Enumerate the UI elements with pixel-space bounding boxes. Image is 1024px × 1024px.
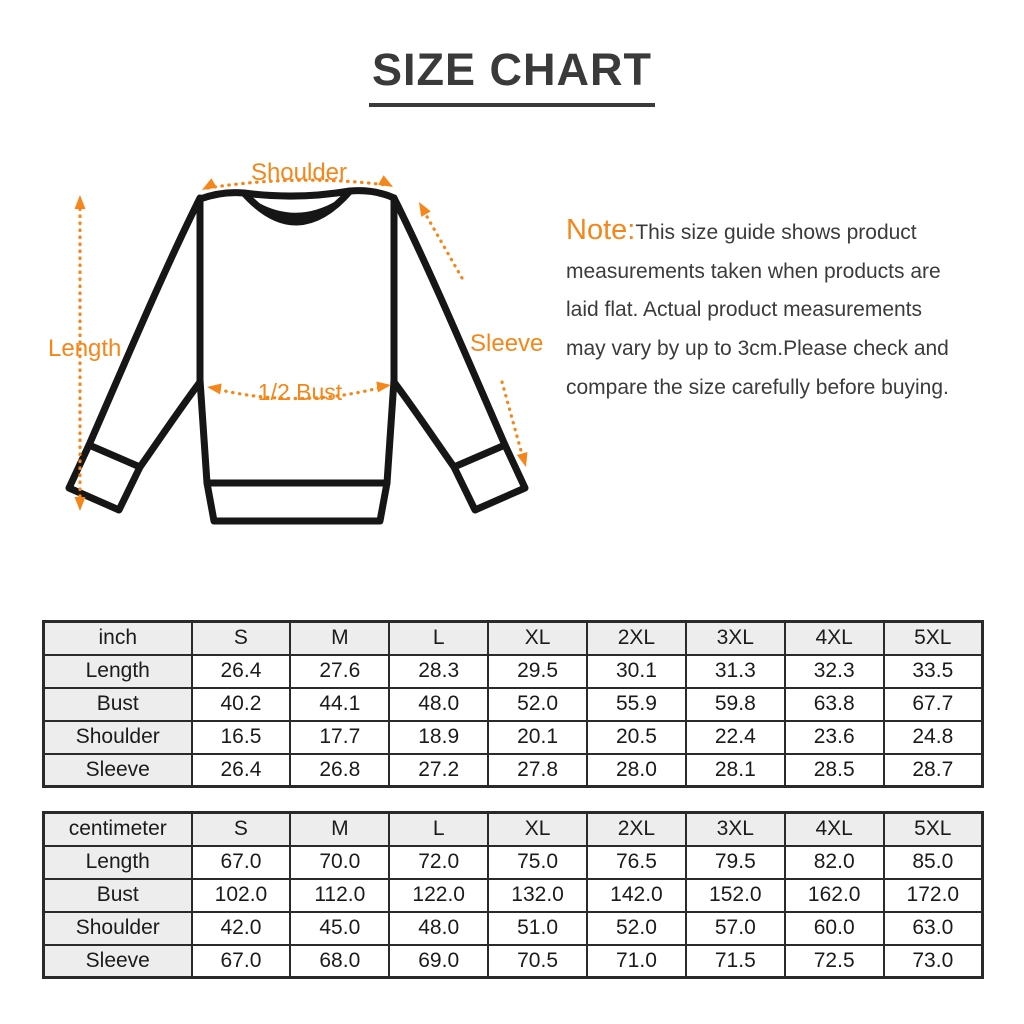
measurement-label-cell: Sleeve <box>44 754 192 787</box>
size-header-cell: S <box>192 622 291 655</box>
measurement-value-cell: 63.0 <box>884 912 983 945</box>
size-table-header-row <box>44 622 983 655</box>
measurement-value-cell: 48.0 <box>389 912 488 945</box>
measurement-value-cell: 71.5 <box>686 945 785 978</box>
measurement-value-cell: 27.6 <box>290 655 389 688</box>
measurement-value-cell: 72.5 <box>785 945 884 978</box>
measurement-value-cell: 33.5 <box>884 655 983 688</box>
measurement-value-cell: 28.1 <box>686 754 785 787</box>
measurement-label-cell: Length <box>44 655 192 688</box>
size-header-cell: L <box>389 813 488 846</box>
measurement-value-cell: 40.2 <box>192 688 291 721</box>
measurement-value-cell: 55.9 <box>587 688 686 721</box>
measurement-row <box>44 754 983 787</box>
note-label: Note: <box>566 214 636 246</box>
measurement-label-cell: Bust <box>44 879 192 912</box>
size-header-cell: 2XL <box>587 813 686 846</box>
measurement-value-cell: 26.4 <box>192 754 291 787</box>
measurement-row <box>44 912 983 945</box>
measurement-value-cell: 57.0 <box>686 912 785 945</box>
measurement-value-cell: 68.0 <box>290 945 389 978</box>
measurement-value-cell: 59.8 <box>686 688 785 721</box>
measurement-value-cell: 44.1 <box>290 688 389 721</box>
measurement-value-cell: 16.5 <box>192 721 291 754</box>
note-line: compare the size carefully before buying. <box>566 375 949 399</box>
measurement-row <box>44 879 983 912</box>
measurement-row <box>44 688 983 721</box>
half-bust-label: 1/2 Bust <box>257 379 343 405</box>
measurement-value-cell: 26.4 <box>192 655 291 688</box>
measurement-value-cell: 42.0 <box>192 912 291 945</box>
measurement-value-cell: 82.0 <box>785 846 884 879</box>
note-line <box>566 211 996 253</box>
measurement-value-cell: 28.0 <box>587 754 686 787</box>
measurement-value-cell: 132.0 <box>488 879 587 912</box>
measurement-value-cell: 22.4 <box>686 721 785 754</box>
measurement-value-cell: 51.0 <box>488 912 587 945</box>
measurement-value-cell: 122.0 <box>389 879 488 912</box>
measurement-label-cell: Bust <box>44 688 192 721</box>
unit-header-cell: centimeter <box>44 813 192 846</box>
size-header-cell: 5XL <box>884 813 983 846</box>
measurement-value-cell: 152.0 <box>686 879 785 912</box>
measurement-value-cell: 172.0 <box>884 879 983 912</box>
measurement-value-cell: 18.9 <box>389 721 488 754</box>
measurement-value-cell: 69.0 <box>389 945 488 978</box>
sweater-body <box>200 191 394 483</box>
size-header-cell: 4XL <box>785 622 884 655</box>
measurement-value-cell: 75.0 <box>488 846 587 879</box>
measurement-value-cell: 72.0 <box>389 846 488 879</box>
length-label: Length <box>48 335 122 362</box>
note-block <box>566 211 996 408</box>
size-header-cell: XL <box>488 622 587 655</box>
measurement-value-cell: 52.0 <box>587 912 686 945</box>
measurement-value-cell: 67.0 <box>192 846 291 879</box>
size-header-cell: XL <box>488 813 587 846</box>
measurement-value-cell: 45.0 <box>290 912 389 945</box>
sweater-hem-band <box>207 483 387 521</box>
size-header-cell: 5XL <box>884 622 983 655</box>
size-header-cell: M <box>290 622 389 655</box>
measurement-value-cell: 79.5 <box>686 846 785 879</box>
note-line: measurements taken when products are <box>566 259 941 283</box>
measurement-label-cell: Sleeve <box>44 945 192 978</box>
measurement-row <box>44 721 983 754</box>
measurement-value-cell: 27.2 <box>389 754 488 787</box>
measurement-value-cell: 26.8 <box>290 754 389 787</box>
note-line: laid flat. Actual product measurements <box>566 298 923 322</box>
measurement-value-cell: 29.5 <box>488 655 587 688</box>
measurement-value-cell: 67.7 <box>884 688 983 721</box>
measurement-row <box>44 945 983 978</box>
measurement-row <box>44 846 983 879</box>
measurement-value-cell: 67.0 <box>192 945 291 978</box>
measurement-value-cell: 24.8 <box>884 721 983 754</box>
measurement-value-cell: 52.0 <box>488 688 587 721</box>
measurement-value-cell: 112.0 <box>290 879 389 912</box>
measurement-value-cell: 48.0 <box>389 688 488 721</box>
note-text: This size guide shows product <box>635 221 917 244</box>
size-header-cell: L <box>389 622 488 655</box>
measurement-value-cell: 27.8 <box>488 754 587 787</box>
shoulder-label: Shoulder <box>250 159 348 186</box>
unit-header-cell: inch <box>44 622 192 655</box>
measurement-value-cell: 17.7 <box>290 721 389 754</box>
sleeve-label: Sleeve <box>470 330 544 357</box>
size-header-cell: 3XL <box>686 622 785 655</box>
measurement-value-cell: 162.0 <box>785 879 884 912</box>
measurement-label-cell: Shoulder <box>44 912 192 945</box>
size-header-cell: 4XL <box>785 813 884 846</box>
measurement-label-cell: Length <box>44 846 192 879</box>
measurement-value-cell: 76.5 <box>587 846 686 879</box>
measurement-value-cell: 102.0 <box>192 879 291 912</box>
measurement-value-cell: 23.6 <box>785 721 884 754</box>
measurement-value-cell: 30.1 <box>587 655 686 688</box>
size-table-centimeter <box>42 811 984 979</box>
note-line: may vary by up to 3cm.Please check and <box>566 337 949 361</box>
measurement-value-cell: 32.3 <box>785 655 884 688</box>
measurement-row <box>44 655 983 688</box>
garment-measurement-diagram <box>30 150 560 580</box>
measurement-value-cell: 28.7 <box>884 754 983 787</box>
size-header-cell: 2XL <box>587 622 686 655</box>
size-header-cell: 3XL <box>686 813 785 846</box>
page-title: SIZE CHART <box>369 44 655 107</box>
size-header-cell: M <box>290 813 389 846</box>
measurement-value-cell: 31.3 <box>686 655 785 688</box>
measurement-value-cell: 20.1 <box>488 721 587 754</box>
measurement-value-cell: 142.0 <box>587 879 686 912</box>
size-table-inch <box>42 620 984 788</box>
measurement-value-cell: 63.8 <box>785 688 884 721</box>
measurement-value-cell: 73.0 <box>884 945 983 978</box>
size-table-header-row <box>44 813 983 846</box>
measurement-value-cell: 70.0 <box>290 846 389 879</box>
measurement-value-cell: 60.0 <box>785 912 884 945</box>
size-header-cell: S <box>192 813 291 846</box>
measurement-value-cell: 85.0 <box>884 846 983 879</box>
measurement-value-cell: 28.3 <box>389 655 488 688</box>
measurement-value-cell: 70.5 <box>488 945 587 978</box>
measurement-value-cell: 71.0 <box>587 945 686 978</box>
measurement-value-cell: 28.5 <box>785 754 884 787</box>
measurement-label-cell: Shoulder <box>44 721 192 754</box>
measurement-value-cell: 20.5 <box>587 721 686 754</box>
